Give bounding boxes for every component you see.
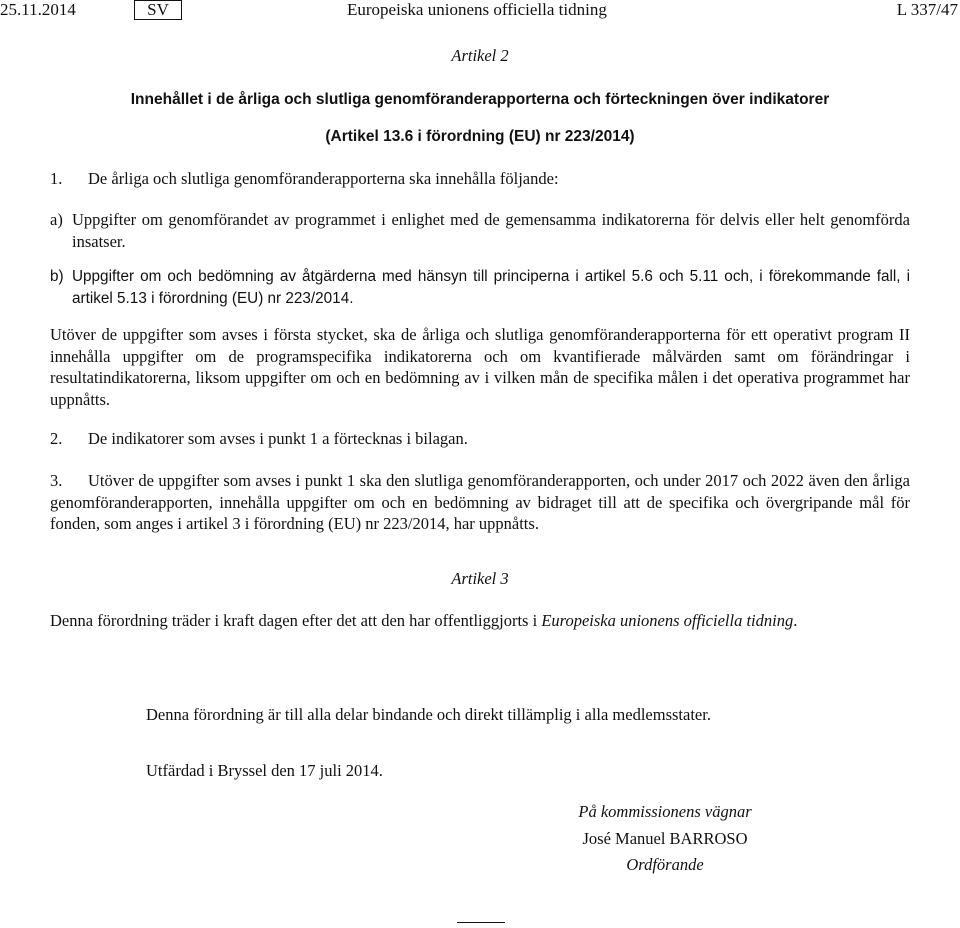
signature-name: José Manuel BARROSO <box>582 829 748 848</box>
list-item-a <box>50 209 910 252</box>
paragraph-2 <box>50 428 910 450</box>
list-item-b-label: b) <box>50 268 64 285</box>
page-header <box>0 0 960 22</box>
article-3-text-main: Denna förordning träder i kraft dagen efter det att den har offentliggjorts i <box>50 611 542 630</box>
paragraph-3-text: Utöver de uppgifter som avses i punkt 1 ska den slutliga genomföranderapporten, och under 2017 och 2022 även den årliga genomföranderapporten, innehålla uppgifter om och en bedömning av bidraget till att de specifika och övergripande mål för fonden, som anges i artikel 3 i förordning (EU) nr 223/2014, har uppnåtts. <box>50 471 910 534</box>
publication-date: 25.11.2014 <box>0 0 76 19</box>
article-3-text <box>50 610 910 632</box>
list-item-b-text: Uppgifter om och bedömning av åtgärderna med hänsyn till principerna i artikel 5.6 och 5.11 och, i förekommande fall, i artikel 5.13 i förordning (EU) nr 223/2014. <box>72 268 910 307</box>
list-item-a-label: a) <box>50 210 63 229</box>
language-badge: SV <box>134 0 182 20</box>
article-3-text-end: . <box>793 611 798 630</box>
journal-name-italic: Europeiska unionens officiella tidning <box>541 611 794 630</box>
list-item-b <box>50 266 910 309</box>
additional-paragraph: Utöver de uppgifter som avses i första stycket, ska de årliga och slutliga genomföranderapporterna för ett operativt program II innehålla uppgifter om de programspecifika indikatorerna och om kvantifierade målvärden samt om förändringar i resultatindikatorerna, liksom uppgifter om och en bedömning av i vilken mån de specifika målen i det operativa programmet har uppnåtts. <box>50 325 910 410</box>
paragraph-2-text: De indikatorer som avses i punkt 1 a förtecknas i bilagan. <box>88 429 468 448</box>
article-3-title: Artikel 3 <box>451 569 509 588</box>
signature-on-behalf: På kommissionens vägnar <box>578 802 752 821</box>
paragraph-1-number: 1. <box>50 169 63 188</box>
paragraph-1 <box>50 168 910 190</box>
list-item-a-text: Uppgifter om genomförandet av programmet i enlighet med de gemensamma indikatorerna för delvis eller helt genomförda insatser. <box>72 210 910 251</box>
article-2-title: Artikel 2 <box>451 46 509 65</box>
paragraph-3 <box>50 470 910 535</box>
page-reference: L 337/47 <box>896 0 958 19</box>
binding-statement: Denna förordning är till alla delar bindande och direkt tillämplig i alla medlemsstater. <box>146 705 711 724</box>
page-end-separator <box>457 922 505 923</box>
journal-title: Europeiska unionens officiella tidning <box>347 0 607 19</box>
signature-role: Ordförande <box>626 855 704 874</box>
place-and-date: Utfärdad i Bryssel den 17 juli 2014. <box>146 761 383 780</box>
paragraph-1-text: De årliga och slutliga genomföranderapporterna ska innehålla följande: <box>88 169 559 188</box>
article-2-subheading: (Artikel 13.6 i förordning (EU) nr 223/2014) <box>325 128 635 145</box>
paragraph-3-number: 3. <box>50 471 63 490</box>
article-2-heading: Innehållet i de årliga och slutliga genomföranderapporterna och förteckningen över indikatorer <box>130 91 830 108</box>
paragraph-2-number: 2. <box>50 429 63 448</box>
